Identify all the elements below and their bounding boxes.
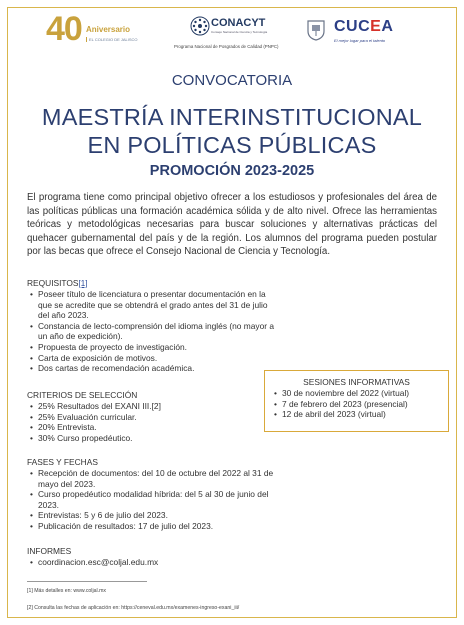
contact-heading: INFORMES <box>27 546 72 556</box>
list-item: • Entrevistas: 5 y 6 de julio del 2023. <box>27 510 287 521</box>
list-item: • Poseer título de licenciatura o presentar documentación en la que se acredite que se obtendrá el grado antes del 31 de julio del año 2023. <box>27 289 277 321</box>
conacyt-program: Programa Nacional de Posgrados de Calidad (PNPC) <box>174 44 279 49</box>
info-sessions-heading: SESIONES INFORMATIVAS <box>303 377 410 387</box>
contact-email[interactable]: • coordinacion.esc@coljal.edu.mx <box>27 557 277 568</box>
cucea-name-prefix: CUC <box>334 18 371 35</box>
list-item: • Propuesta de proyecto de investigación. <box>27 342 277 353</box>
list-item: • Publicación de resultados: 17 de julio del 2023. <box>27 521 287 532</box>
intro-paragraph: El programa tiene como principal objetivo ofrecer a los estudiosos y profesionales del área de las políticas públicas una formación académica sólida y de alto nivel. Ofrece las herramientas teóricas y metodológicas necesarias para buscar soluciones y alternativas prácticas del quehacer gubernamental del país y de la región. Los alumnos del programa pueden postular por las becas que ofrece el Consejo Nacional de Ciencia y Tecnología. <box>27 192 437 257</box>
program-title-line2: EN POLÍTICAS PÚBLICAS <box>87 132 377 158</box>
anniversary-number: 40 <box>46 10 82 48</box>
phases-heading: FASES Y FECHAS <box>27 457 98 467</box>
cucea-name-e: E <box>370 18 382 35</box>
anniversary-label: Aniversario <box>86 25 131 34</box>
phases-section <box>27 457 287 532</box>
list-item: • 30 de noviembre del 2022 (virtual) <box>271 388 442 399</box>
cucea-name-suffix: A <box>381 18 394 35</box>
conacyt-name: CONACYT <box>211 17 266 29</box>
cucea-tagline: El mejor lugar para el talento <box>334 38 386 43</box>
list-item: • Curso propedéutico modalidad híbrida: del 5 al 30 de junio del 2023. <box>27 489 287 510</box>
promotion-heading: PROMOCIÓN 2023-2025 <box>149 163 315 179</box>
contact-section <box>27 546 277 568</box>
criteria-heading: CRITERIOS DE SELECCIÓN <box>27 390 138 400</box>
list-item: • 20% Entrevista. <box>27 422 277 433</box>
criteria-section <box>27 390 277 443</box>
list-item: • 7 de febrero del 2023 (presencial) <box>271 399 442 410</box>
info-sessions-box <box>264 370 449 432</box>
program-title-line1: MAESTRÍA INTERINSTITUCIONAL <box>41 104 423 130</box>
conacyt-seal-icon <box>190 16 210 36</box>
list-item: • 12 de abril del 2023 (virtual) <box>271 409 442 420</box>
program-title <box>0 103 464 159</box>
cucea-name <box>334 18 393 36</box>
list-item: • Carta de exposición de motivos. <box>27 353 277 364</box>
udg-seal-icon <box>304 18 328 42</box>
list-item: • 25% Evaluación curricular. <box>27 412 277 423</box>
requirements-heading <box>27 278 277 288</box>
cucea-logo <box>304 18 424 52</box>
requirements-heading-text: REQUISITOS <box>27 278 79 288</box>
convocatoria-heading: CONVOCATORIA <box>171 72 293 89</box>
list-item: • 25% Resultados del EXANI III.[2] <box>27 401 277 412</box>
footnote-1: [1] Más detalles en: www.coljal.mx <box>27 588 106 594</box>
footnote-divider <box>27 581 147 582</box>
conacyt-logo <box>174 16 304 52</box>
list-item: • Recepción de documentos: del 10 de octubre del 2022 al 31 de mayo del 2023. <box>27 468 287 489</box>
requirements-section <box>27 278 277 374</box>
footnote-2: [2] Consulta las fechas de aplicación en: https://ceneval.edu.mx/examenes-ingreso-exani_iii/ <box>27 605 240 611</box>
anniversary-sub: EL COLEGIO DE JALISCO <box>86 37 146 42</box>
list-item: • 30% Curso propedéutico. <box>27 433 277 444</box>
conacyt-tagline: Consejo Nacional de Ciencia y Tecnología <box>211 30 268 34</box>
list-item: • Dos cartas de recomendación académica. <box>27 363 277 374</box>
list-item: • Constancia de lecto-comprensión del idioma inglés (no mayor a un año de expedición). <box>27 321 277 342</box>
footnote-link-1[interactable]: [1] <box>78 279 88 288</box>
